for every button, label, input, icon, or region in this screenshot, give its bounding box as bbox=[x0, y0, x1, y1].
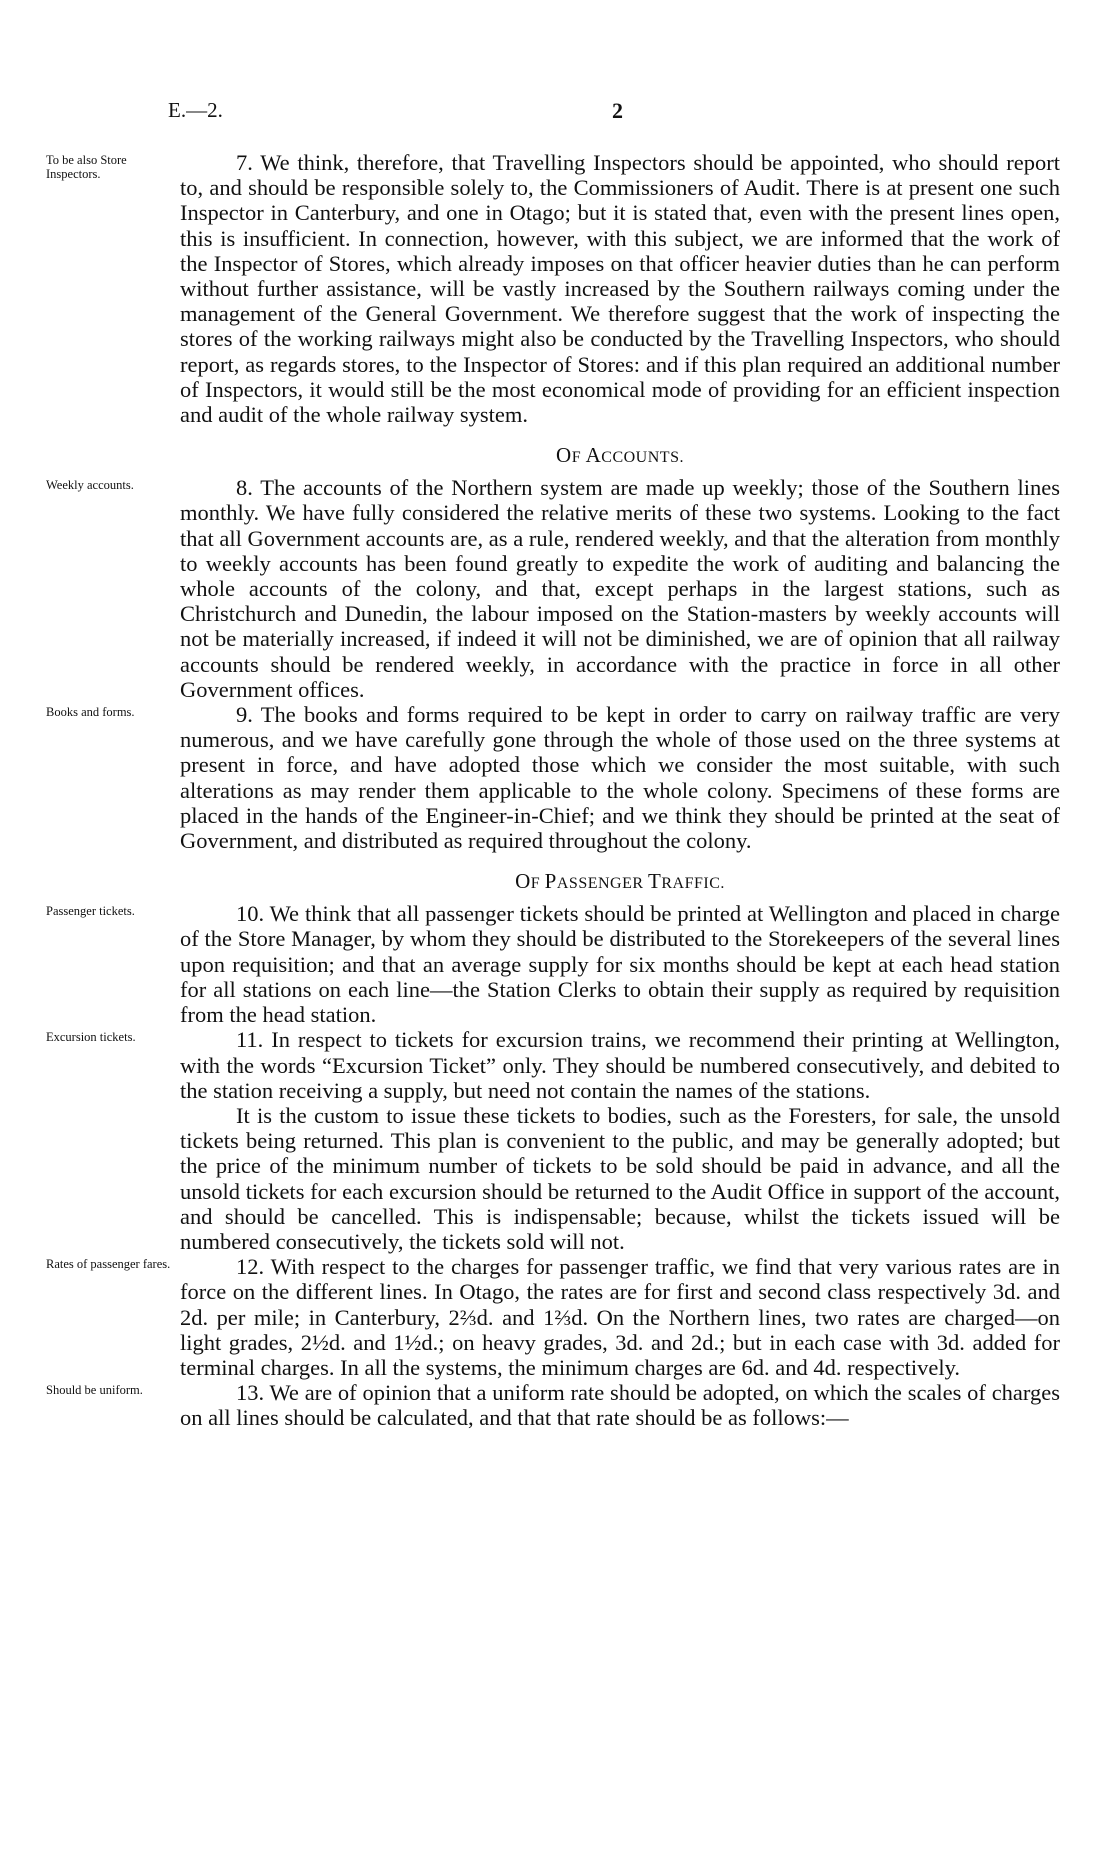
paragraph-8 bbox=[46, 475, 1061, 702]
margin-note: Weekly accounts. bbox=[46, 478, 134, 493]
document-code: E.—2. bbox=[168, 98, 223, 122]
paragraph-text: We are of opinion that a uniform rate should be adopted, on which the scales of charges on all lines should be calculated, and that that rate should be as follows:— bbox=[180, 1380, 1061, 1431]
paragraph-text: We think that all passenger tickets should be printed at Wellington and placed in charge of the Store Manager, by whom they should be distributed to the Storekeepers of the several lines upon requisition; and that an average supply for six months should be kept at each head station for all stations on each line—the Station Clerks to obtain their supply as required by requisition from the head station. bbox=[180, 901, 1061, 1028]
margin-note: To be also Store Inspectors. bbox=[46, 153, 127, 181]
page-number: 2 bbox=[612, 98, 623, 123]
paragraph-number: 13. bbox=[236, 1380, 270, 1406]
paragraph-7 bbox=[46, 150, 1060, 428]
paragraph-text: In respect to tickets for excursion trains, we recommend their printing at Wellington, with the words “Excursion Ticket” only. They should be numbered consecutively, and debited to the station receiving a supply, but need not contain the names of the stations. bbox=[180, 1027, 1061, 1103]
paragraph-text: The books and forms required to be kept in order to carry on railway traffic are very numerous, and we have carefully gone through the whole of those used on the three systems at present in force, and have adopted those which we consider the most suitable, with such alterations as may render them applicable to the whole colony. Specimens of these forms are placed in the hands of the Engineer-in-Chief; and we think they should be printed at the seat of Government, and distributed as required throughout the colony. bbox=[180, 702, 1060, 854]
document-body bbox=[46, 150, 1061, 1431]
paragraph-text: The accounts of the Northern system are made up weekly; those of the Southern lines monthly. We have fully considered the relative merits of these two systems. Looking to the fact that all Government accounts are, as a rule, rendered weekly, and that the alteration from monthly to weekly accounts has been found greatly to expedite the work of auditing and balancing the whole accounts of the colony, and that, except perhaps in the largest stations, such as Christchurch and Dunedin, the labour imposed on the Station-masters by weekly accounts will not be materially increased, if indeed it will not be diminished, we are of opinion that all railway accounts should be rendered weekly, in accordance with the practice in force in all other Government offices. bbox=[180, 475, 1061, 702]
margin-note: Should be uniform. bbox=[46, 1383, 143, 1398]
paragraph-13 bbox=[46, 1380, 1061, 1431]
paragraph-9 bbox=[46, 702, 1060, 854]
paragraph-text: It is the custom to issue these tickets to bodies, such as the Foresters, for sale, the unsold tickets being returned. This plan is convenient to the public, and may be generally adopted; but the price of the minimum number of tickets to be sold should be paid in advance, and all the unsold tickets for each excursion should be returned to the Audit Office in support of the account, and should be cancelled. This is indispensable; because, whilst the tickets issued will be numbered consecutively, the tickets sold will not. bbox=[180, 1102, 1060, 1254]
paragraph-12 bbox=[46, 1254, 1060, 1380]
paragraph-number: 8. bbox=[236, 475, 261, 501]
paragraph-text: With respect to the charges for passenger traffic, we find that very various rates are in force on the different lines. In Otago, the rates are for first and second class respectively 3d. and 2d. per mile; in Canterbury, 2⅔d. and 1⅔d. On the Northern lines, two rates are charged—on light grades, 2½d. and 1½d.; on heavy grades, 3d. and 2d.; but in each case with 3d. added for terminal charges. In all the systems, the minimum charges are 6d. and 4d. respectively. bbox=[180, 1254, 1060, 1380]
margin-note: Rates of passenger fares. bbox=[46, 1257, 171, 1272]
paragraph-number: 11. bbox=[236, 1027, 272, 1053]
paragraph-text: We think, therefore, that Travelling Inspectors should be appointed, who should report to, and should be responsible solely to, the Commissioners of Audit. There is at present one such Inspector in Canterbury, and one in Otago; but it is stated that, even with the present lines open, this is insufficient. In connection, however, with this subject, we are informed that the work of the Inspector of Stores, which already imposes on that officer heavier duties than he can perform without further assistance, will be vastly increased by the Southern railways coming under the management of the General Government. We therefore suggest that the work of inspecting the stores of the working railways might also be conducted by the Travelling Inspectors, who should report, as regards stores, to the Inspector of Stores: and if this plan required an additional number of Inspectors, it would still be the most economical mode of providing for an efficient inspection and audit of the whole railway system. bbox=[180, 150, 1060, 428]
paragraph-number: 7. bbox=[236, 150, 261, 175]
margin-note: Excursion tickets. bbox=[46, 1030, 136, 1045]
margin-note: Books and forms. bbox=[46, 705, 135, 720]
section-heading-accounts: OF ACCOUNTS. bbox=[556, 443, 684, 468]
paragraph-10 bbox=[46, 901, 1061, 1028]
paragraph-11 bbox=[46, 1027, 1061, 1103]
section-heading-passenger-traffic: OF PASSENGER TRAFFIC. bbox=[515, 869, 725, 894]
page-header bbox=[0, 98, 1114, 128]
margin-note: Passenger tickets. bbox=[46, 904, 135, 919]
paragraph-number: 10. bbox=[236, 901, 270, 927]
paragraph-number: 9. bbox=[236, 702, 261, 728]
paragraph-11-continuation bbox=[180, 1103, 1060, 1254]
paragraph-number: 12. bbox=[236, 1254, 271, 1280]
